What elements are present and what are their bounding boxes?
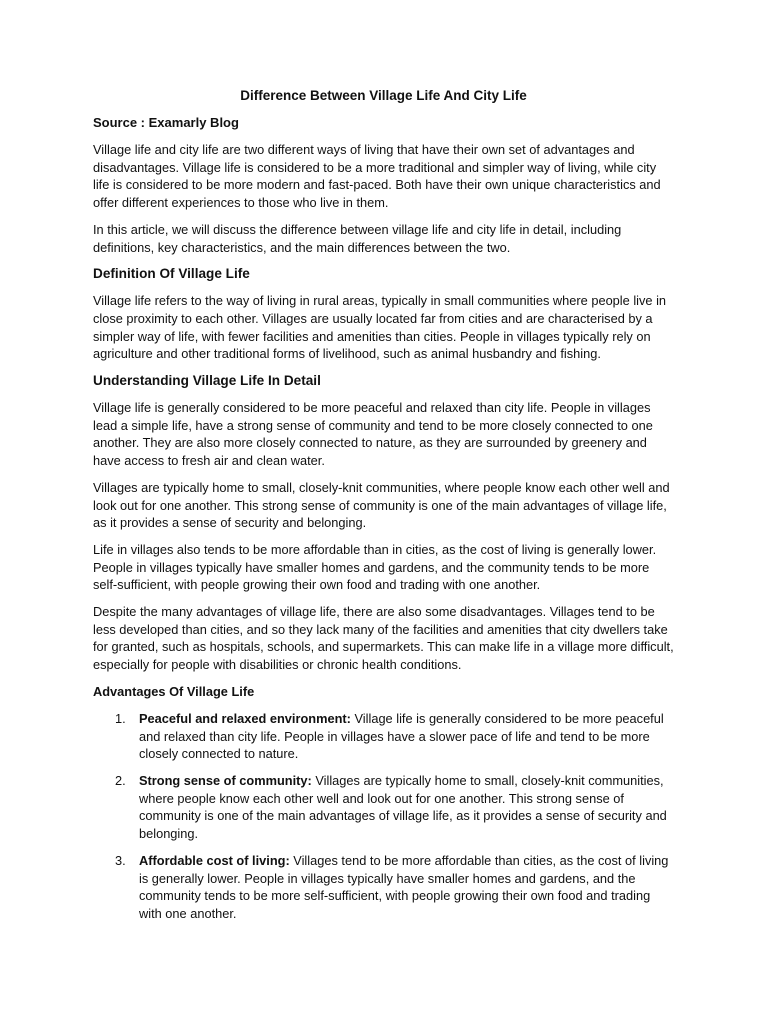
list-item-label: Affordable cost of living: (139, 852, 290, 868)
understanding-paragraph-2: Villages are typically home to small, closely-knit communities, where people know each other well and look out for one another. This strong sense of community is one of the main advantages of village life, as it provides a sense of security and belonging. (93, 479, 670, 531)
definition-paragraph: Village life refers to the way of living in rural areas, typically in small communities where people live in close proximity to each other. Villages are usually located far from cities and are characterised by a simpler way of life, with fewer facilities and amenities than cities. People in villages typically rely on agriculture and other traditional forms of livelihood, such as animal husbandry and fishing. (93, 293, 667, 362)
intro-paragraph-2: In this article, we will discuss the difference between village life and city life in detail, including definitions, key characteristics, and the main differences between the two. (93, 221, 622, 255)
list-item-text: Villages are typically home to small, closely-knit communities, where people know each other well and look out for one another. This strong sense of community is one of the main advantages of village life, as it provides a sense of security and belonging. (139, 772, 667, 842)
advantages-list (93, 710, 674, 923)
understanding-paragraph-1: Village life is generally considered to be more peaceful and relaxed than city life. People in villages lead a simple life, have a strong sense of community and tend to be more closely connected to one another. They are also more closely connected to nature, as they are surrounded by greenery and have access to fresh air and clean water. (93, 400, 653, 469)
list-item (93, 710, 674, 763)
advantages-heading: Advantages Of Village Life (93, 683, 255, 699)
list-item (93, 772, 674, 843)
list-item (93, 852, 674, 923)
list-item-text: Villages tend to be more affordable than cities, as the cost of living is generally lower. People in villages typically have smaller homes and gardens, and the community tends to be more self-sufficient, with people growing their own food and trading with one another. (139, 852, 669, 921)
understanding-paragraph-3: Life in villages also tends to be more affordable than in cities, as the cost of living is generally lower. People in villages typically have smaller homes and gardens, and the community tends to be more self-sufficient, with people growing their own food and trading with one another. (93, 541, 657, 593)
intro-paragraph-1: Village life and city life are two different ways of living that have their own set of advantages and disadvantages. Village life is considered to be a more traditional and simpler way of living, while city life is considered to be more modern and fast-paced. Both have their own unique characteristics and offer different experiences to those who live in them. (93, 142, 661, 211)
list-item-number: 2. (115, 772, 126, 788)
understanding-heading: Understanding Village Life In Detail (93, 373, 321, 389)
list-item-label: Strong sense of community: (139, 772, 312, 788)
source-line: Source : Examarly Blog (93, 115, 239, 130)
list-item-number: 3. (115, 852, 126, 868)
understanding-paragraph-4: Despite the many advantages of village life, there are also some disadvantages. Villages tend to be less developed than cities, and so they lack many of the facilities and amenities that city dwellers take for granted, such as hospitals, schools, and supermarkets. This can make life in a village more difficult, especially for people with disabilities or chronic health conditions. (93, 604, 674, 673)
document-title: Difference Between Village Life And City Life (240, 88, 527, 103)
definition-heading: Definition Of Village Life (93, 266, 250, 282)
list-item-label: Peaceful and relaxed environment: (139, 710, 351, 726)
list-item-number: 1. (115, 710, 126, 726)
list-item-text: Village life is generally considered to be more peaceful and relaxed than city life. People in villages have a slower pace of life and tend to be more closely connected to nature. (139, 710, 664, 762)
